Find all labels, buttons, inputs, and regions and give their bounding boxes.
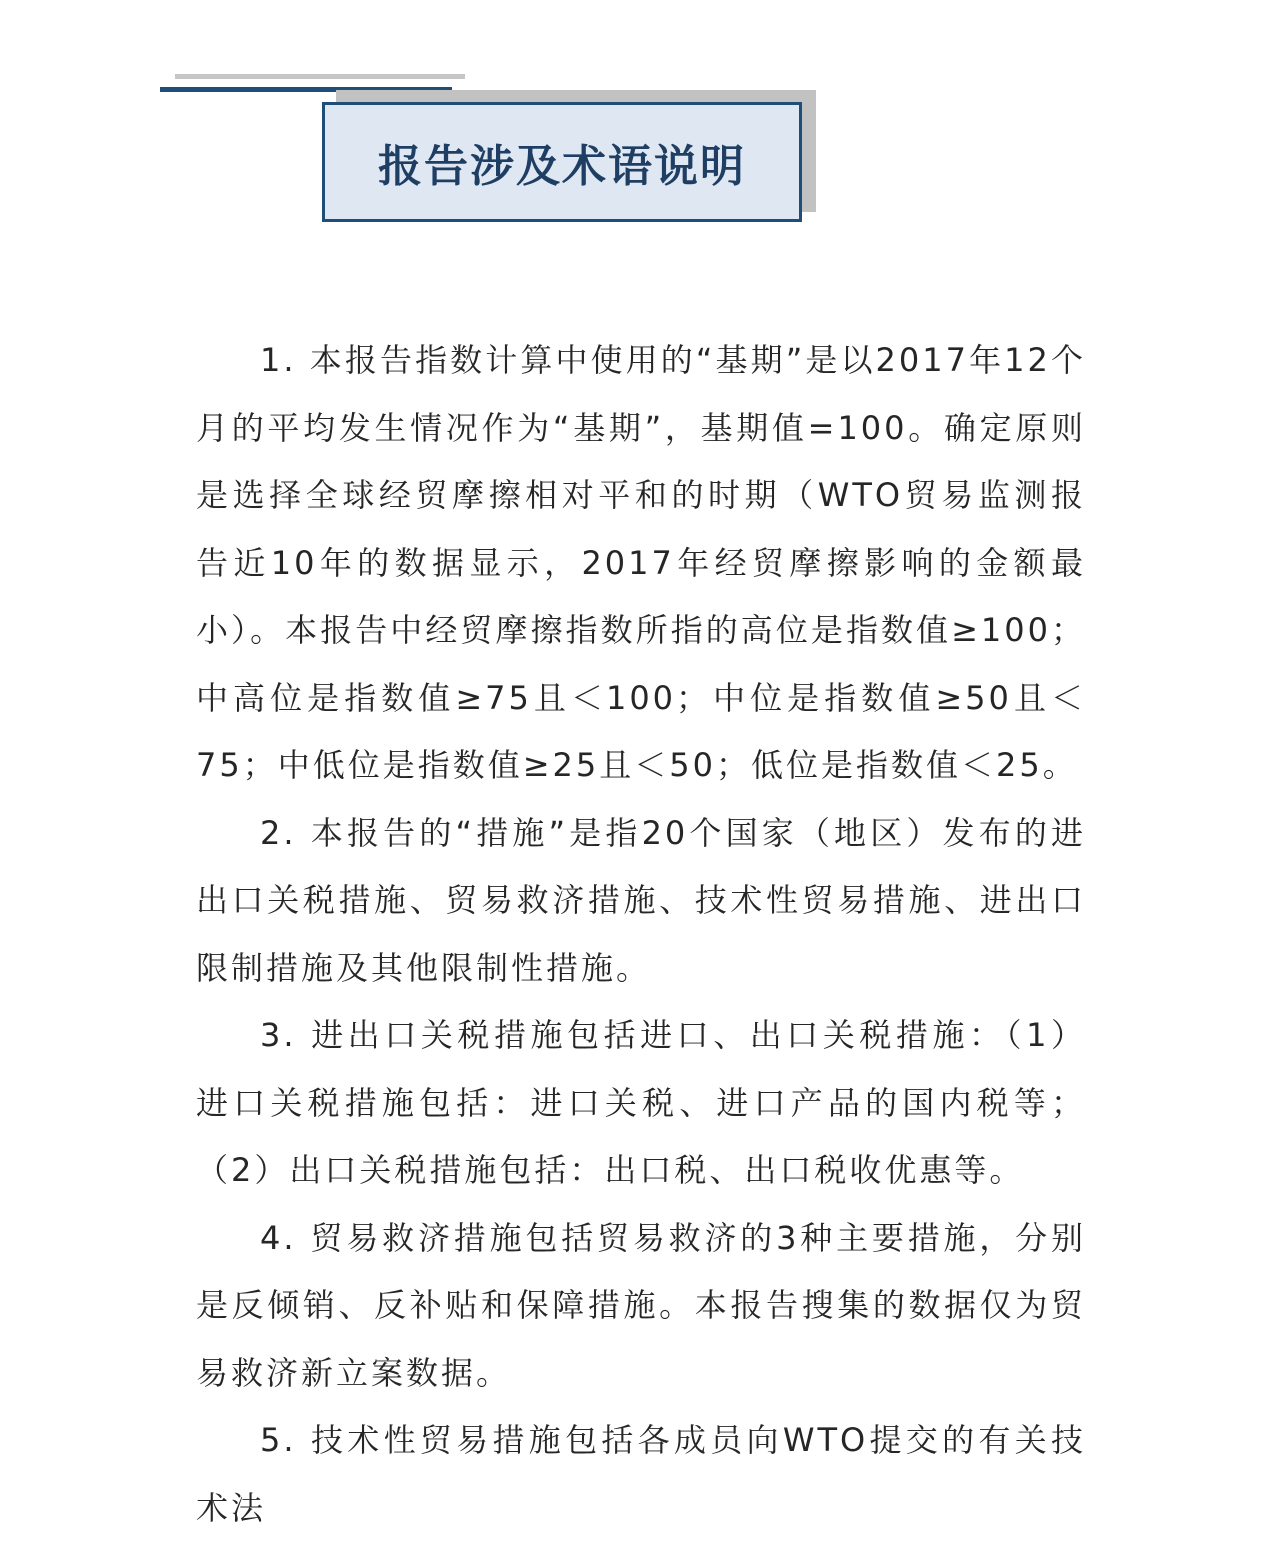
title-box — [322, 102, 802, 222]
decorative-line-gray — [175, 74, 465, 79]
term-paragraph-2: 2. 本报告的“措施”是指20个国家（地区）发布的进出口关税措施、贸易救济措施、技术性贸易措施、进出口限制措施及其他限制性措施。 — [196, 813, 1086, 987]
term-paragraph-3: 3. 进出口关税措施包括进口、出口关税措施：（1）进口关税措施包括：进口关税、进口产品的国内税等；（2）出口关税措施包括：出口税、出口税收优惠等。 — [196, 1016, 1086, 1189]
page-title: 报告涉及术语说明 — [378, 141, 746, 192]
terms-content — [196, 327, 1086, 1542]
term-paragraph-1: 1. 本报告指数计算中使用的“基期”是以2017年12个月的平均发生情况作为“基期”，基期值=100。确定原则是选择全球经贸摩擦相对平和的时期（WTO贸易监测报告近10年的数据显示，2017年经贸摩擦影响的金额最小）。本报告中经贸摩擦指数所指的高位是指数值≥100；中高位是指数值≥75且＜100；中位是指数值≥50且＜75；中低位是指数值≥25且＜50；低位是指数值＜25。 — [196, 341, 1086, 784]
term-paragraph-5: 5. 技术性贸易措施包括各成员向WTO提交的有关技术法 — [196, 1421, 1086, 1527]
term-paragraph-4: 4. 贸易救济措施包括贸易救济的3种主要措施，分别是反倾销、反补贴和保障措施。本报告搜集的数据仅为贸易救济新立案数据。 — [196, 1218, 1086, 1392]
